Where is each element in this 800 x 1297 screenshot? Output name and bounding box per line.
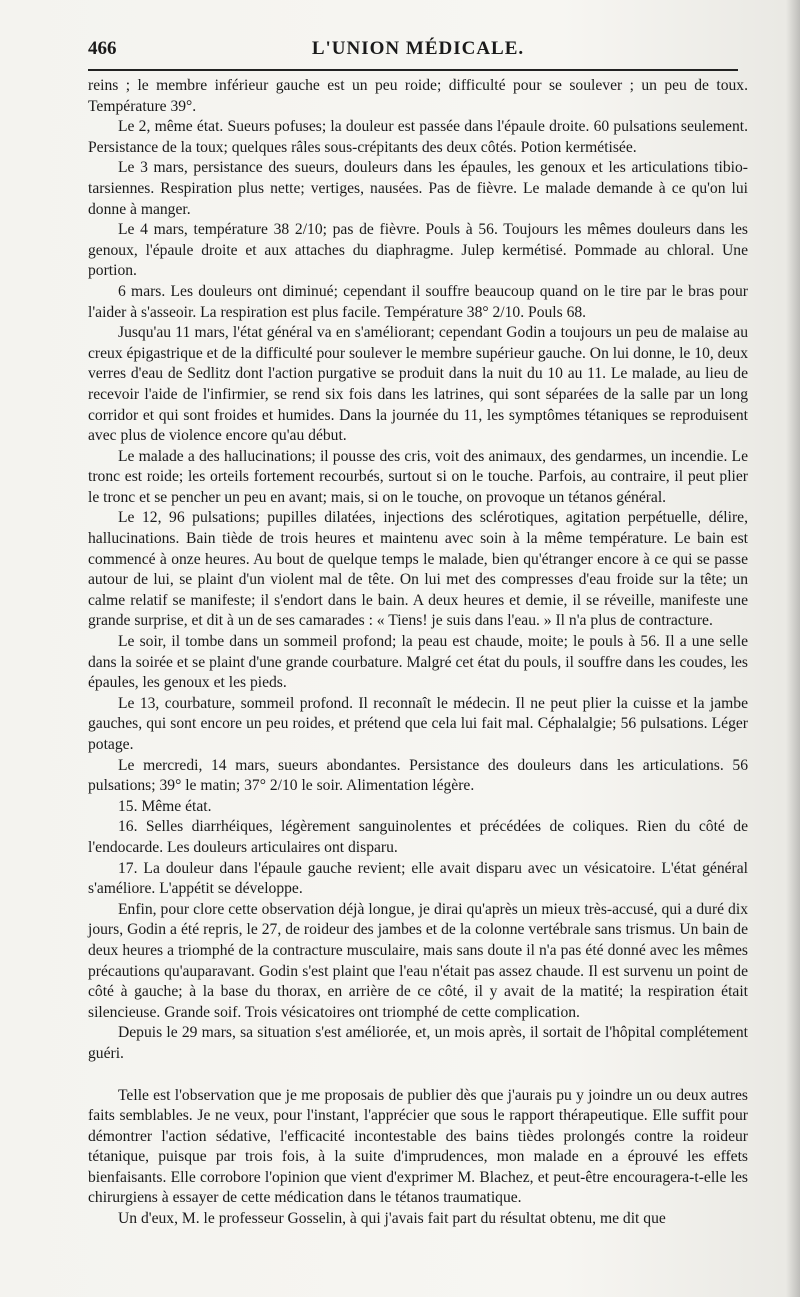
paragraph: 17. La douleur dans l'épaule gauche revient; elle avait disparu avec un vésicatoire. L'état général s'améliore. L'appétit se développe. xyxy=(88,859,748,898)
paragraph: Le 12, 96 pulsations; pupilles dilatées, injections des sclérotiques, agitation perpétuelle, délire, hallucinations. Bain tiède de trois heures et maintenu avec soin à la même température. Le bain est commencé à onze heures. Au bout de quelque temps le malade, bien qu'étranger encore à ce qui se passe autour de lui, se plaint d'un violent mal de tête. On lui met des compresses d'eau froide sur la tête; un calme relatif se manifeste; il s'endort dans le bain. A deux heures et demie, il se réveille, manifeste une grande surprise, et dit à un de ses camarades : « Tiens! je suis dans l'eau. » Il n'a plus de contracture. xyxy=(88,509,748,630)
paragraph: Le 2, même état. Sueurs pofuses; la douleur est passée dans l'épaule droite. 60 pulsations seulement. Persistance de la toux; quelques râles sous-crépitants des deux côtés. Potion kermétisée. xyxy=(88,118,748,156)
paragraph: Le 13, courbature, sommeil profond. Il reconnaît le médecin. Il ne peut plier la cuisse et la jambe gauches, qui sont encore un peu roides, et prétend que cela lui fait mal. Céphalalgie; 56 pulsations. Léger potage. xyxy=(88,694,748,753)
paragraph: Depuis le 29 mars, sa situation s'est améliorée, et, un mois après, il sortait de l'hôpital complétement guéri. xyxy=(88,1024,748,1062)
page-edge-shadow xyxy=(786,0,800,1297)
paragraph: 15. Même état. xyxy=(118,797,212,815)
paragraph: Le 3 mars, persistance des sueurs, douleurs dans les épaules, les genoux et les articulations tibio-tarsiennes. Respiration plus nette; vertiges, nausées. Pas de fièvre. Le malade demande à ce qu'on lui donne à manger. xyxy=(88,159,748,218)
page-header xyxy=(88,38,748,64)
header-rule xyxy=(88,69,738,71)
paragraph: 16. Selles diarrhéiques, légèrement sanguinolentes et précédées de coliques. Rien du côté de l'endocarde. Les douleurs articulaires ont disparu. xyxy=(88,818,748,856)
running-title: L'UNION MÉDICALE. xyxy=(311,38,525,59)
paragraph: Le mercredi, 14 mars, sueurs abondantes. Persistance des douleurs dans les articulations. 56 pulsations; 39° le matin; 37° 2/10 le soir. Alimentation légère. xyxy=(88,756,748,795)
paragraph: Jusqu'au 11 mars, l'état général va en s'améliorant; cependant Godin a toujours un peu de malaise au creux épigastrique et de la difficulté pour soulever le membre supérieur gauche. On lui donne, le 10, deux verres d'eau de Sedlitz dont l'action purgative se produit dans la nuit du 10 au 11. Le malade, au lieu de recevoir l'aide de l'infirmier, se rend six fois dans les latrines, qui sont séparées de la salle par un long corridor et qui sont froides et humides. Dans la journée du 11, les symptômes tétaniques se reproduisent avec plus de violence encore qu'au début. xyxy=(88,324,748,445)
paragraph: reins ; le membre inférieur gauche est un peu roide; difficulté pour se soulever ; un peu de toux. Température 39°. xyxy=(88,77,748,115)
paragraph: Telle est l'observation que je me proposais de publier dès que j'aurais pu y joindre un ou deux autres faits semblables. Je ne veux, pour l'instant, l'apprécier que sous le rapport thérapeutique. Elle suffit pour démontrer l'action sédative, l'efficacité incontestable des bains tièdes prolongés contre la roideur tétanique, puisque par trois fois, à la suite d'imprudences, mon malade en a éprouvé les effets bienfaisants. Elle corrobore l'opinion que vient d'exprimer M. Blachez, et peut-être encouragera-t-elle les chirurgiens à essayer de cette médication dans le tétanos traumatique. xyxy=(88,1086,748,1207)
paragraph: 6 mars. Les douleurs ont diminué; cependant il souffre beaucoup quand on le tire par le bras pour l'aider à s'asseoir. La respiration est plus facile. Température 38° 2/10. Pouls 68. xyxy=(88,282,748,321)
paragraph: Le 4 mars, température 38 2/10; pas de fièvre. Pouls à 56. Toujours les mêmes douleurs dans les genoux, l'épaule droite et aux attaches du diaphragme. Julep kermétisé. Pommade au chloral. Une portion. xyxy=(88,221,748,280)
paragraph: Enfin, pour clore cette observation déjà longue, je dirai qu'après un mieux très-accusé, qui a duré dix jours, Godin a été repris, le 27, de roideur des jambes et de la colonne vertébrale sans trismus. Un bain de deux heures a triomphé de la contracture musculaire, mais sans doute il n'a pas été donné avec les mêmes précautions qu'auparavant. Godin s'est plaint que l'eau n'était pas assez chaude. Il est survenu un point de côté à gauche; à la base du thorax, en arrière de ce côté, il y avait de la matité; la respiration était silencieuse. Grande soif. Trois vésicatoires ont triomphé de cette complication. xyxy=(88,900,748,1021)
paragraph: Le soir, il tombe dans un sommeil profond; la peau est chaude, moite; le pouls à 56. Il a une selle dans la soirée et se plaint d'une grande courbature. Malgré cet état du pouls, il souffre dans les coudes, les épaules, les genoux et les pieds. xyxy=(88,633,748,692)
paragraph: Un d'eux, M. le professeur Gosselin, à qui j'avais fait part du résultat obtenu, me dit que xyxy=(118,1210,666,1228)
page-number: 466 xyxy=(88,38,117,59)
paragraph: Le malade a des hallucinations; il pousse des cris, voit des animaux, des gendarmes, un incendie. Le tronc est roide; les orteils fortement recourbés, surtout si on le touche. Parfois, au contraire, il peut plier le tronc et se pencher un peu en avant; mais, si on le touche, on provoque un tétanos général. xyxy=(88,447,748,506)
body-text xyxy=(88,76,748,1230)
